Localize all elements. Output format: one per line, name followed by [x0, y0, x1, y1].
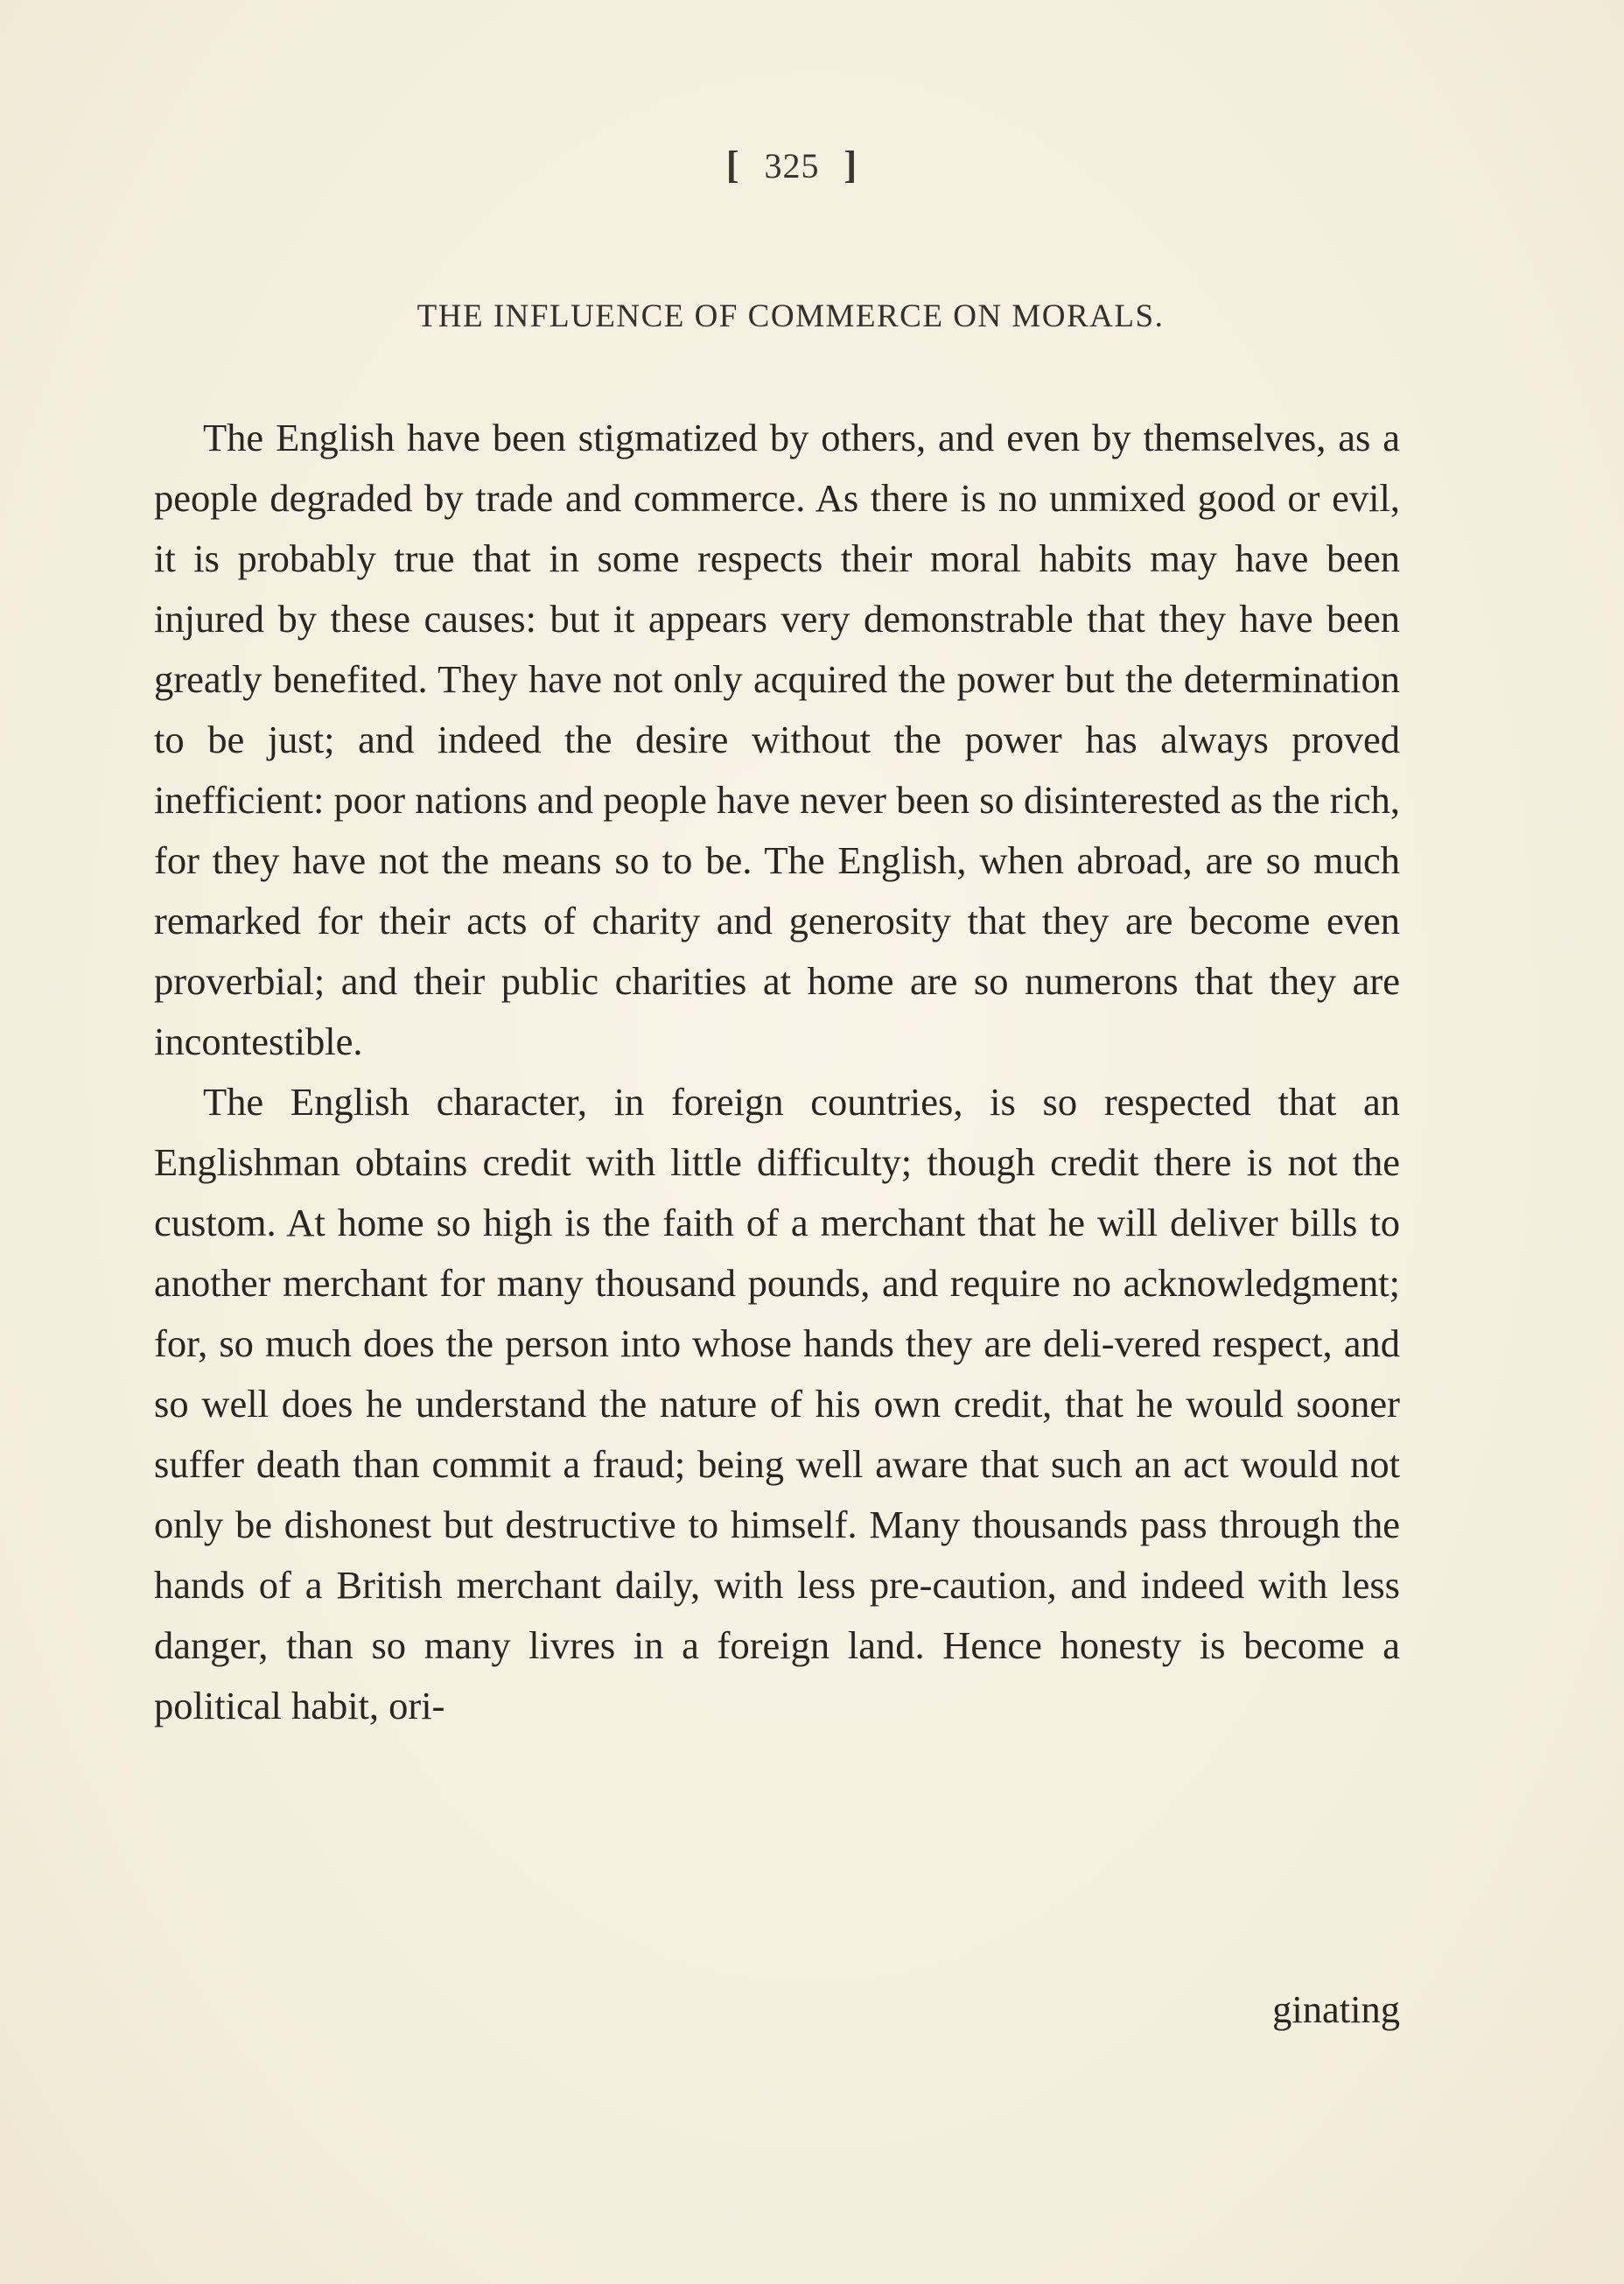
paragraph: The English character, in foreign countries, is so respected that an Englishman obtains credit with little difficulty; though credit there is not the custom. At home so high is the faith of a merchant that he will deliver bills to another merchant for many thousand pounds, and require no acknowledgment; for, so much does the person into whose hands they are deli-vered respect, and so well does he understand the nature of his own credit, that he would sooner suffer death than commit a fraud; being well aware that such an act would not only be dishonest but destructive to himself. Many thousands pass through the hands of a British merchant daily, with less pre-caution, and indeed with less danger, than so many livres in a foreign land. Hence honesty is become a political habit, ori-	[154, 1080, 1400, 1727]
bracket-open: [	[725, 144, 740, 186]
catchword: ginating	[1272, 1987, 1400, 2031]
paragraph: The English have been stigmatized by others, and even by themselves, as a people degraded by trade and commerce. As there is no unmixed good or evil, it is probably true that in some respects their moral habits may have been injured by these causes: but it appears very demonstrable that they have been greatly benefited. They have not only acquired the power but the determination to be just; and indeed the desire without the power has always proved inefficient: poor nations and people have never been so disinterested as the rich, for they have not the means so to be. The English, when abroad, are so much remarked for their acts of charity and generosity that they are become even proverbial; and their public charities at home are so numerons that they are incontestible.	[154, 416, 1400, 1063]
page-number-header	[0, 143, 1584, 187]
page-number: 325	[764, 146, 820, 186]
chapter-title: THE INFLUENCE OF COMMERCE ON MORALS.	[416, 298, 1165, 334]
bracket-close: ]	[844, 144, 858, 186]
body-text	[154, 408, 1400, 1736]
